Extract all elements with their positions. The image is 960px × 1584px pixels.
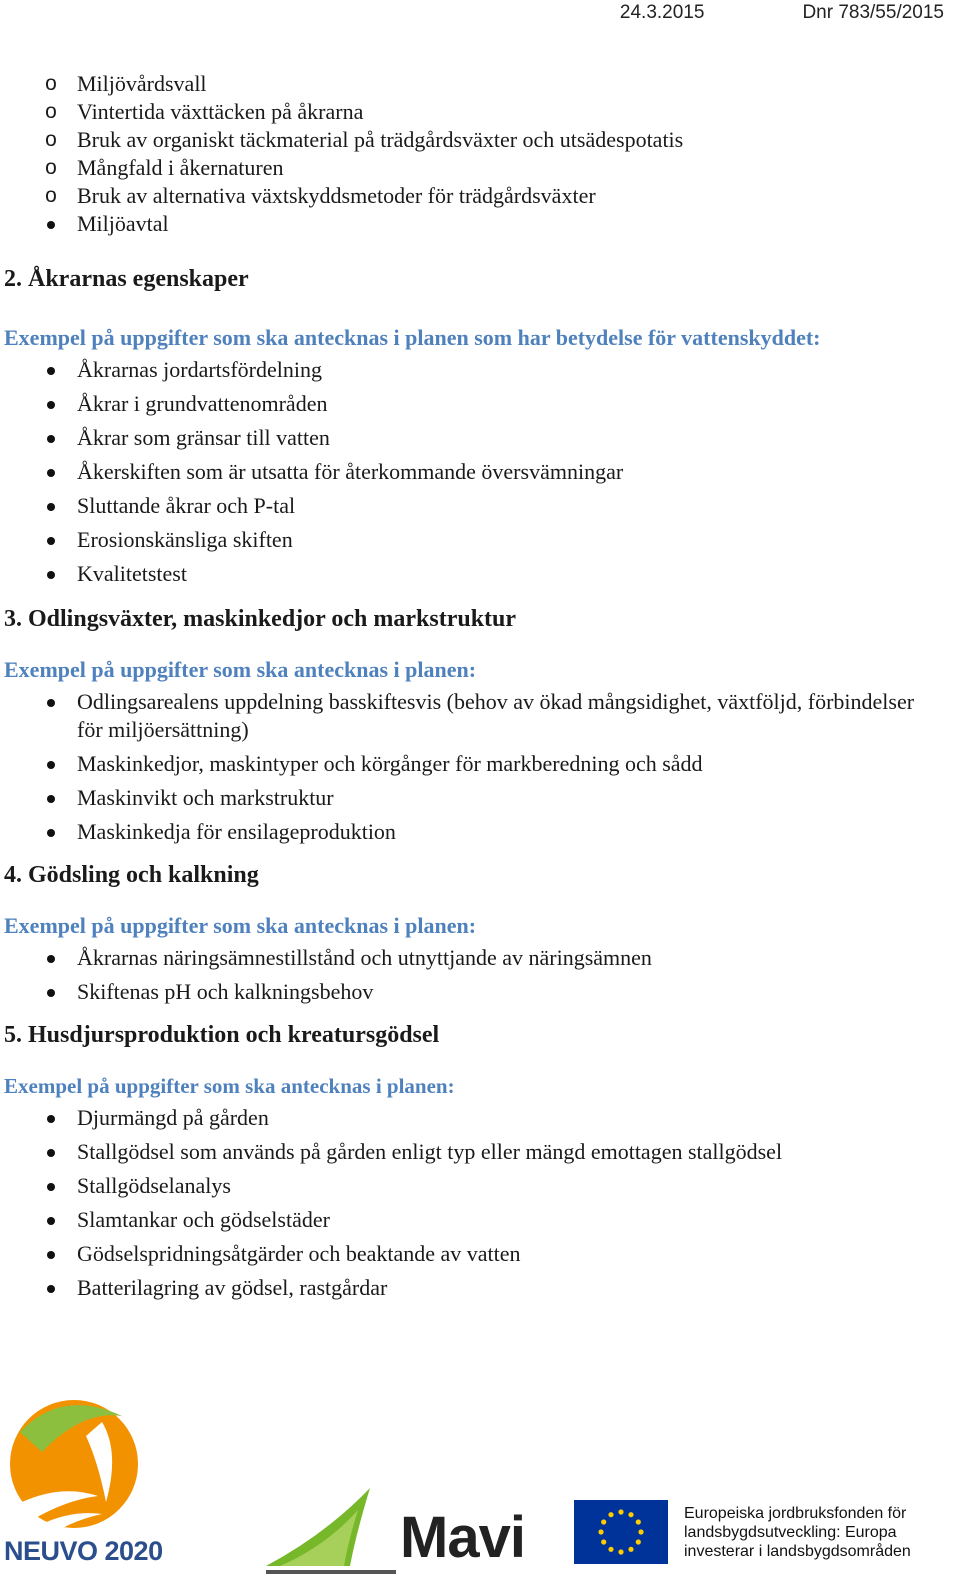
list-item: Batterilagring av gödsel, rastgårdar <box>77 1275 388 1300</box>
page-footer <box>0 1388 960 1584</box>
list-item: o Mångfald i åkernaturen <box>4 154 944 182</box>
section4-list <box>4 944 944 1006</box>
list-item: Åkrar som gränsar till vatten <box>77 425 330 450</box>
list-item: Miljöavtal <box>77 211 169 236</box>
section-intro: Exempel på uppgifter som ska antecknas i planen: <box>4 1074 455 1098</box>
list-item: Djurmängd på gården <box>77 1105 269 1130</box>
circle-bullet-icon: o <box>45 100 57 123</box>
list-item: Stallgödselanalys <box>77 1173 231 1198</box>
mavi-baseline <box>266 1570 396 1574</box>
document-body <box>4 70 944 1308</box>
list-item: o Bruk av alternativa växtskyddsmetoder för trädgårdsväxter <box>4 182 944 210</box>
list-item: Maskinvikt och markstruktur <box>77 785 334 810</box>
list-item: Åkrarnas jordartsfördelning <box>77 357 322 382</box>
list-item: Skiftenas pH och kalkningsbehov <box>77 979 374 1004</box>
circle-bullet-icon: o <box>45 156 57 179</box>
section-intro: Exempel på uppgifter som ska antecknas i planen: <box>4 913 477 938</box>
list-item: Åkrar i grundvattenområden <box>77 391 328 416</box>
list-item: Maskinkedjor, maskintyper och körgånger för markberedning och sådd <box>77 751 703 776</box>
section-heading: 4. Gödsling och kalkning <box>4 862 259 888</box>
list-item: Sluttande åkrar och P-tal <box>77 493 296 518</box>
list-item: Gödselspridningsåtgärder och beaktande av vatten <box>77 1241 521 1266</box>
circle-bullet-icon: o <box>45 128 57 151</box>
list-item: Kvalitetstest <box>77 561 187 586</box>
list-item: o Bruk av organiskt täckmaterial på trädgårdsväxter och utsädespotatis <box>4 126 944 154</box>
section-heading: 5. Husdjursproduktion och kreatursgödsel <box>4 1022 440 1048</box>
document-date: 24.3.2015 <box>619 2 705 23</box>
list-item: o Vintertida växttäcken på åkrarna <box>4 98 944 126</box>
section1-list <box>4 210 944 238</box>
eu-fund-caption <box>684 1504 954 1561</box>
section-intro: Exempel på uppgifter som ska antecknas i planen som har betydelse för vattenskyddet: <box>4 325 821 350</box>
section-heading: 2. Åkrarnas egenskaper <box>4 266 249 292</box>
mavi-logo-text: Mavi <box>400 1505 525 1570</box>
section-heading: 3. Odlingsväxter, maskinkedjor och markstruktur <box>4 606 517 632</box>
list-item: Odlingsarealens uppdelning basskiftesvis (behov av ökad mångsidighet, växtföljd, förbindelser för miljöersättning) <box>77 689 915 742</box>
circle-bullet-icon: o <box>45 184 57 207</box>
document-reference: Dnr 783/55/2015 <box>802 2 944 23</box>
list-item: Maskinkedja för ensilageproduktion <box>77 819 396 844</box>
circle-bullet-icon: o <box>45 72 57 95</box>
eu-flag-icon <box>574 1500 668 1564</box>
page-header <box>620 0 944 26</box>
list-item: Slamtankar och gödselstäder <box>77 1207 330 1232</box>
list-item: Erosionskänsliga skiften <box>77 527 293 552</box>
eu-caption-line: landsbygdsutveckling: Europa <box>684 1524 897 1541</box>
list-item: Åkrarnas näringsämnestillstånd och utnyttjande av näringsämnen <box>77 945 652 970</box>
eu-caption-line: investerar i landsbygdsområden <box>684 1543 911 1560</box>
list-item: Åkerskiften som är utsatta för återkommande översvämningar <box>77 459 624 484</box>
section-intro: Exempel på uppgifter som ska antecknas i planen: <box>4 657 477 682</box>
list-item: Stallgödsel som används på gården enligt typ eller mängd emottagen stallgödsel <box>77 1139 783 1164</box>
section3-list <box>4 688 944 846</box>
section2-list <box>4 356 944 588</box>
eu-caption-line: Europeiska jordbruksfonden för <box>684 1505 907 1522</box>
list-item: o Miljövårdsvall <box>4 70 944 98</box>
section5-list <box>4 1104 944 1302</box>
neuvo-logo-text: NEUVO 2020 <box>4 1536 163 1566</box>
section1-sub-list <box>4 70 944 210</box>
